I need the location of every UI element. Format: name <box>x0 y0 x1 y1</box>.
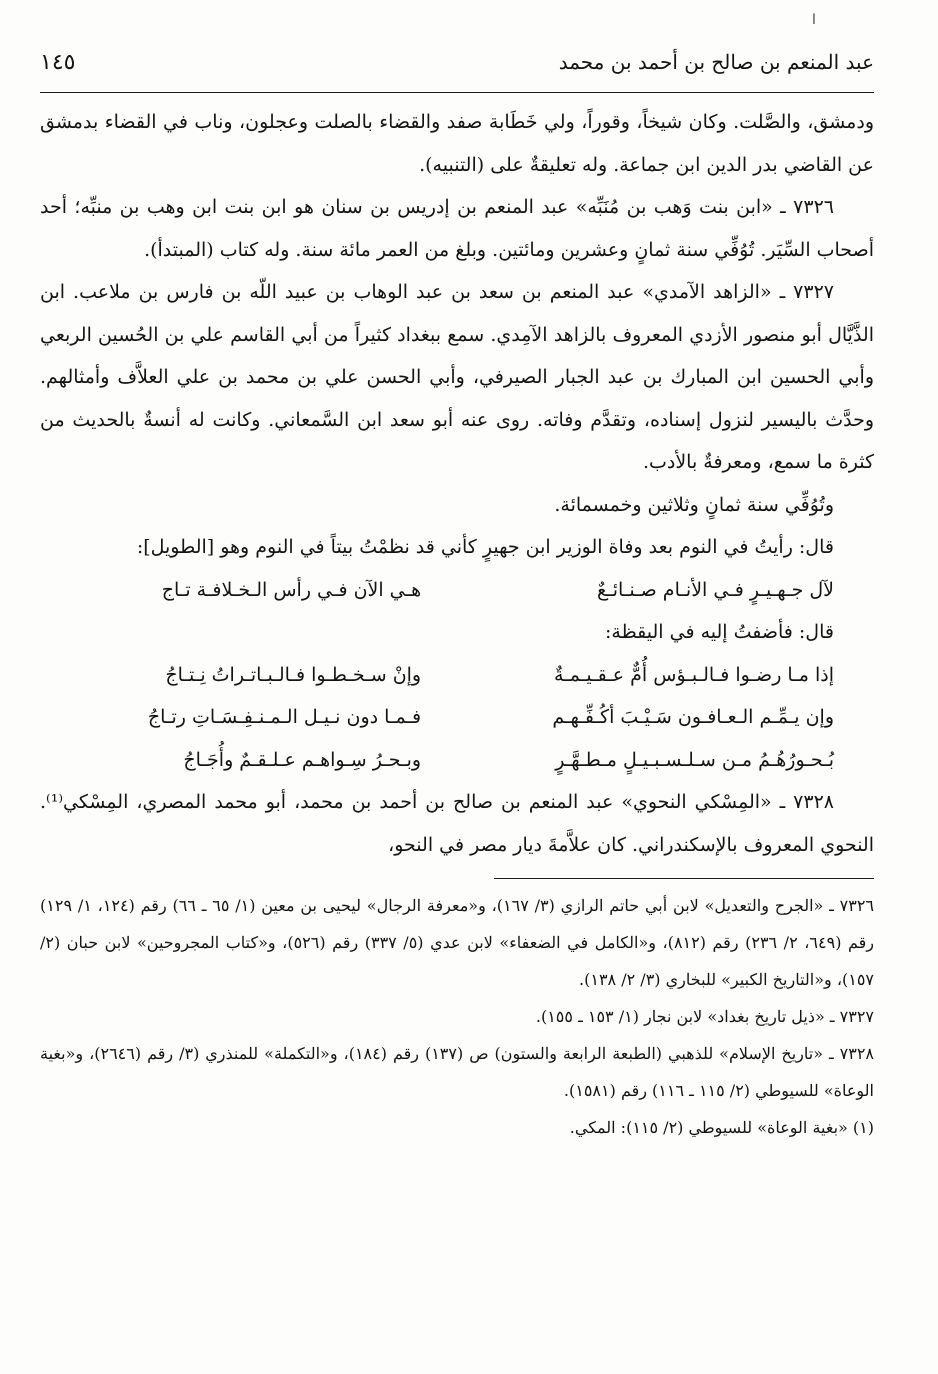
verse-hemistich-second: هـي الآن فـي رأس الـخـلافـة تـاج <box>161 578 422 601</box>
verse-hemistich-first: إذا مـا رضـوا فـالـبـؤس أُمٌّ عـقـيـمـةٌ <box>554 663 834 686</box>
verse-intro: قال: فأضفتُ إليه في اليقظة: <box>604 621 834 643</box>
running-header <box>40 50 874 93</box>
running-title: عبد المنعم بن صالح بن أحمد بن محمد <box>558 50 874 74</box>
page-number: ١٤٥ <box>40 50 76 75</box>
verse-line <box>40 696 874 739</box>
entry-7327: ٧٣٢٧ ـ «الزاهد الآمدي» عبد المنعم بن سعد بن عبد الوهاب بن عبيد اللّه بن فارس بن ملاعب. ابن الذَّيَّال أبو منصور الأزدي المعروف بالزاهد الآمِدي. سمع ببغداد كثيراً من أبي القاسم علي بن الحُسين الربعي وأبي الحسين ابن المبارك بن عبد الجبار الصيرفي، وأبي الحسن علي بن محمد بن علي العلاَّف وأمثالهم. وحدَّث باليسير لنزول إسناده، وتقدَّم وفاته. روى عنه أبو سعد ابن السَّمعاني. وكانت له أنسةٌ بالحديث من كثرة ما سمع، ومعرفةٌ بالأدب. <box>40 281 874 473</box>
verse-line <box>40 654 874 697</box>
verse-hemistich-first: وإن يـمِّـم الـعـافـون سَـيْـبَ أكُـفِّـهـم <box>552 706 834 728</box>
dream-account: قال: رأيتُ في النوم بعد وفاة الوزير ابن جهيرٍ كأني قد نظمْتُ بيتاً في النوم وهو [الطويل]: <box>136 536 834 558</box>
verse-hemistich-first: لآل جـهـيـرٍ فـي الأنـام صـنـائـعٌ <box>597 578 834 601</box>
book-page <box>40 50 874 1340</box>
main-text <box>40 101 874 866</box>
verse-line <box>40 739 874 782</box>
footnote-7327: ٧٣٢٧ ـ «ذيل تاريخ بغداد» لابن نجار (١/ ١٥٣ ـ ١٥٥). <box>535 1007 874 1026</box>
verse-hemistich-first: بُـحـورُهُـمُ مـن سـلـسـبـيـلٍ مـطـهَّـرٍ <box>555 748 834 771</box>
verse-hemistich-second: وإنْ سـخـطـوا فـالـبـاتـراتُ نِـتـاجُ <box>165 663 422 686</box>
verse-hemistich-second: وبـحـرُ سِـواهـم عـلـقـمٌ وأُجَـاجُ <box>183 748 422 771</box>
footnote-7328: ٧٣٢٨ ـ «تاريخ الإسلام» للذهبي (الطبعة الرابعة والستون) ص (١٣٧) رقم (١٨٤)، و«التكملة» للمنذري (٣/ رقم (٢٦٤٦)، و«بغية الوعاة» للسيوطي (٢/ ١١٥ ـ ١١٦) رقم (١٥٨١). <box>40 1044 874 1100</box>
paragraph-continuation: ودمشق، والصَّلت. وكان شيخاً، وقوراً، ولي خَطَابة صفد والقضاء بالصلت وعجلون، وناب في القضاء بدمشق عن القاضي بدر الدين ابن جماعة. وله تعليقةٌ على (التنبيه). <box>40 111 874 176</box>
footnotes <box>40 887 874 1146</box>
corner-mark: ا <box>812 12 816 28</box>
entry-7326: ٧٣٢٦ ـ «ابن بنت وَهب بن مُنَبِّه» عبد المنعم بن إدريس بن سنان هو ابن بنت ابن وهب بن منبِّه؛ أحد أصحاب السِّيَر. تُوُفِّي سنة ثمانٍ وعشرين ومائتين. وبلغ من العمر مائة سنة. وله كتاب (المبتدأ). <box>40 196 874 261</box>
entry-7328: ٧٣٢٨ ـ «المِسْكي النحوي» عبد المنعم بن صالح بن أحمد بن محمد، أبو محمد المصري، المِسْكي⁽¹⁾. النحوي المعروف بالإسكندراني. كان علاَّمةَ ديار مصر في النحو، <box>40 791 874 856</box>
footnote-separator <box>494 878 874 879</box>
footnote-1: (١) «بغية الوعاة» للسيوطي (٢/ ١١٥): المكي. <box>569 1118 874 1137</box>
verse-hemistich-second: فـمـا دون نـيـل الـمـنـفِـسَـاتِ رتـاجُ <box>147 706 422 728</box>
death-note: وتُوُفِّي سنة ثمانٍ وثلاثين وخمسمائة. <box>554 493 834 516</box>
footnote-7326: ٧٣٢٦ ـ «الجرح والتعديل» لابن أبي حاتم الرازي (٣/ ١٦٧)، و«معرفة الرجال» ليحيى بن معين (١/ ٦٥ ـ ٦٦) رقم (١٢٤، ١/ ١٢٩) رقم (٦٤٩، ٢/ ٢٣٦) رقم (٨١٢)، و«الكامل في الضعفاء» لابن عدي (٥/ ٣٣٧) رقم (٥٢٦)، و«كتاب المجروحين» لابن حبان (٢/ ١٥٧)، و«التاريخ الكبير» للبخاري (٣/ ٢/ ١٣٨). <box>40 896 875 989</box>
verse-line <box>40 569 874 612</box>
